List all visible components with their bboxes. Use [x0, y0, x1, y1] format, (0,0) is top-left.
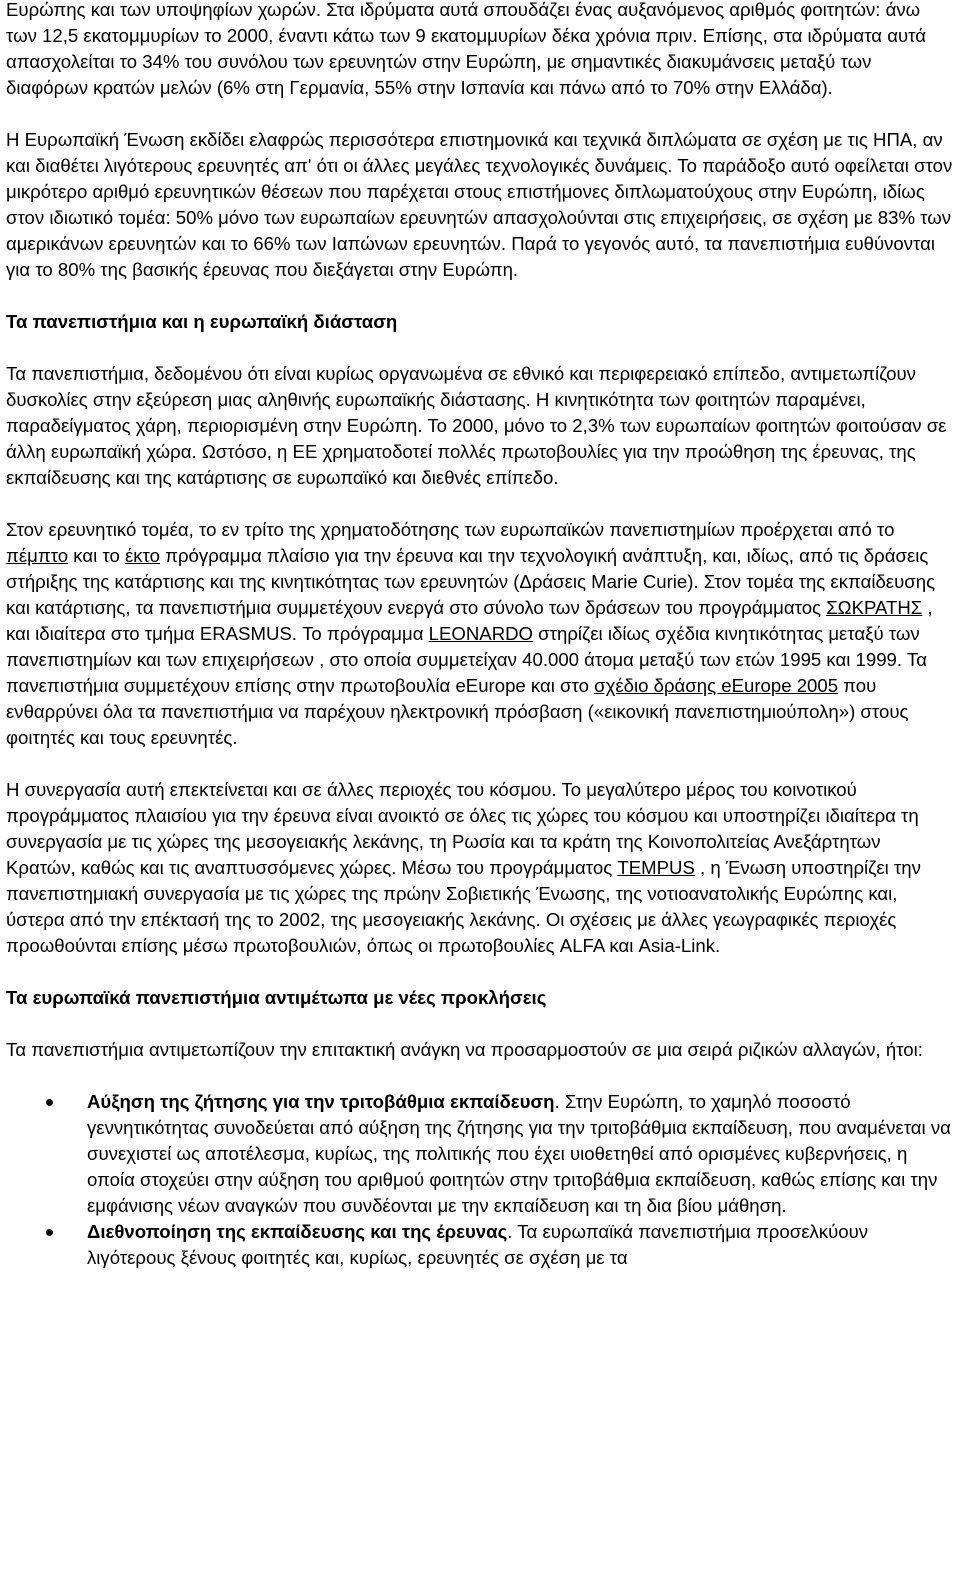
- paragraph-funding: [6, 517, 954, 751]
- paragraph-text: Ευρώπης και των υποψηφίων χωρών. Στα ιδρύματα αυτά σπουδάζει ένας αυξανόμενος αριθμός φοιτητών: άνω των 12,5 εκατομμυρίων το 2000, έναντι κάτω των 9 εκατομμυρίων δέκα χρόνια πριν. Επίσης, στα ιδρύματα αυτά απασχολείται το 34% του συνόλου των ερευνητών στην Ευρώπη, με σημαντικές διακυμάνσεις μεταξύ των διαφόρων κρατών μελών (6% στη Γερμανία, 55% στην Ισπανία και πάνω από το 70% στην Ελλάδα).: [6, 0, 926, 98]
- paragraph-mobility: [6, 361, 954, 491]
- paragraph-text: Η συνεργασία αυτή επεκτείνεται και σε άλλες περιοχές του κόσμου. Το μεγαλύτερο μέρος του κοινοτικού προγράμματος πλαισίου για την έρευνα είναι ανοικτό σε όλες τις χώρες του κόσμου και υποστηρίζει ιδιαίτερα τη συνεργασία με τις χώρες της μεσογειακής λεκάνης, τη Ρωσία και τα κράτη της Κοινοπολιτείας Ανεξάρτητων Κρατών, καθώς και τις αναπτυσσόμενες χώρες. Μέσω του προγράμματος: [6, 779, 919, 878]
- paragraph-text: Τα πανεπιστήμια, δεδομένου ότι είναι κυρίως οργανωμένα σε εθνικό και περιφερειακό επίπεδο, αντιμετωπίζουν δυσκολίες στην εξεύρεση μιας αληθινής ευρωπαϊκής διάστασης. Η κινητικότητα των φοιτητών παραμένει, παραδείγματος χάρη, περιορισμένη στην Ευρώπη. Το 2000, μόνο το 2,3% των ευρωπαίων φοιτητών φοιτούσαν σε άλλη ευρωπαϊκή χώρα. Ωστόσο, η ΕΕ χρηματοδοτεί πολλές πρωτοβουλίες για την προώθηση της έρευνας, της εκπαίδευσης και της κατάρτισης σε ευρωπαϊκό και διεθνές επίπεδο.: [6, 363, 947, 488]
- paragraph-text: που ενθαρρύνει όλα τα πανεπιστήμια να παρέχουν ηλεκτρονική πρόσβαση («εικονική πανεπιστημιούπολη») στους φοιτητές και τους ερευνητές.: [6, 675, 909, 748]
- paragraph-text: , και ιδιαίτερα στο τμήμα ERASMUS. Το πρόγραμμα: [6, 597, 933, 644]
- section-heading-european-dimension: Τα πανεπιστήμια και η ευρωπαϊκή διάσταση: [6, 311, 398, 332]
- list-item: [6, 1089, 954, 1219]
- link-socrates[interactable]: ΣΩΚΡΑΤΗΣ: [826, 597, 923, 618]
- list-item-title: Αύξηση της ζήτησης για την τριτοβάθμια εκπαίδευση: [87, 1091, 555, 1112]
- paragraph-text: Η Ευρωπαϊκή Ένωση εκδίδει ελαφρώς περισσότερα επιστημονικά και τεχνικά διπλώματα σε σχέση με τις ΗΠΑ, αν και διαθέτει λιγότερους ερευνητές απ' ότι οι άλλες μεγάλες τεχνολογικές δυνάμεις. Το παράδοξο αυτό οφείλεται στον μικρότερο αριθμό ερευνητικών θέσεων που παρέχεται στους επιστήμονες διπλωματούχους στην Ευρώπη, ιδίως στον ιδιωτικό τομέα: 50% μόνο των ευρωπαίων ερευνητών απασχολούνται στις επιχειρήσεις, σε σχέση με 83% των αμερικάνων ερευνητών και το 66% των Ιαπώνων ερευνητών. Παρά το γεγονός αυτό, τα πανεπιστήμια ευθύνονται για το 80% της βασικής έρευνας που διεξάγεται στην Ευρώπη.: [6, 129, 953, 280]
- paragraph-changes-intro: [6, 1037, 954, 1063]
- paragraph-text: στηρίζει ιδίως σχέδια κινητικότητας μεταξύ των πανεπιστημίων και των επιχειρήσεων , στο οποία συμμετείχαν 40.000 άτομα μεταξύ των ετών 1995 και 1999. Τα πανεπιστήμια συμμετέχουν επίσης στην πρωτοβουλία eEurope και στο: [6, 623, 927, 696]
- paragraph-researchers: [6, 0, 954, 101]
- paragraph-text: Τα πανεπιστήμια αντιμετωπίζουν την επιτακτική ανάγκη να προσαρμοστούν σε μια σειρά ριζικών αλλαγών, ήτοι:: [6, 1039, 923, 1060]
- list-item: [6, 1219, 954, 1271]
- list-item-text: . Στην Ευρώπη, το χαμηλό ποσοστό γεννητικότητας συνοδεύεται από αύξηση της ζήτησης για την τριτοβάθμια εκπαίδευση, που αναμένεται να συνεχιστεί ως αποτέλεσμα, κυρίως, της πολιτικής που έχει υιοθετηθεί από ορισμένες κυβερνήσεις, η οποία στοχεύει στην αύξηση του αριθμού φοιτητών στην τριτοβάθμια εκπαίδευση, καθώς επίσης και την εμφάνισης νέων αναγκών που συνδέονται με την εκπαίδευση και τη δια βίου μάθηση.: [87, 1091, 951, 1216]
- link-sixth-framework[interactable]: έκτο: [124, 545, 160, 566]
- link-leonardo[interactable]: LEONARDO: [428, 623, 534, 644]
- paragraph-text: , η Ένωση υποστηρίζει την πανεπιστημιακή συνεργασία με τις χώρες της πρώην Σοβιετικής Ένωσης, της νοτιοανατολικής Ευρώπης και, ύστερα από την επέκτασή της το 2002, της μεσογειακής λεκάνης. Οι σχέσεις με άλλες γεωγραφικές περιοχές προωθούνται επίσης μέσω πρωτοβουλιών, όπως οι πρωτοβουλίες ALFA και Asia-Link.: [6, 857, 921, 956]
- link-fifth-framework[interactable]: πέμπτο: [6, 545, 69, 566]
- document-body: [6, 0, 954, 1271]
- bullet-icon: [46, 1099, 53, 1106]
- challenges-list: [6, 1089, 954, 1271]
- list-item-text: . Τα ευρωπαϊκά πανεπιστήμια προσελκύουν λιγότερους ξένους φοιτητές και, κυρίως, ερευνητές σε σχέση με τα: [87, 1221, 869, 1268]
- paragraph-cooperation: [6, 777, 954, 959]
- link-tempus[interactable]: TEMPUS: [617, 857, 695, 878]
- section-heading-new-challenges: Τα ευρωπαϊκά πανεπιστήμια αντιμέτωπα με νέες προκλήσεις: [6, 987, 547, 1008]
- paragraph-text: Στον ερευνητικό τομέα, το εν τρίτο της χρηματοδότησης των ευρωπαϊκών πανεπιστημίων προέρχεται από το: [6, 519, 895, 540]
- bullet-icon: [46, 1229, 53, 1236]
- paragraph-text: πρόγραμμα πλαίσιο για την έρευνα και την τεχνολογική ανάπτυξη, και, ιδίως, από τις δράσεις στήριξης της κατάρτισης και της κινητικότητας των ερευνητών (Δράσεις Marie Curie). Στον τομέα της εκπαίδευσης και κατάρτισης, τα πανεπιστήμια συμμετέχουν ενεργά στο σύνολο των δράσεων του προγράμματος: [6, 545, 936, 618]
- paragraph-diplomas: [6, 127, 954, 283]
- link-eeurope-action-plan[interactable]: σχέδιο δράσης eEurope 2005: [594, 675, 839, 696]
- paragraph-text: και το: [68, 545, 125, 566]
- list-item-title: Διεθνοποίηση της εκπαίδευσης και της έρευνας: [87, 1221, 508, 1242]
